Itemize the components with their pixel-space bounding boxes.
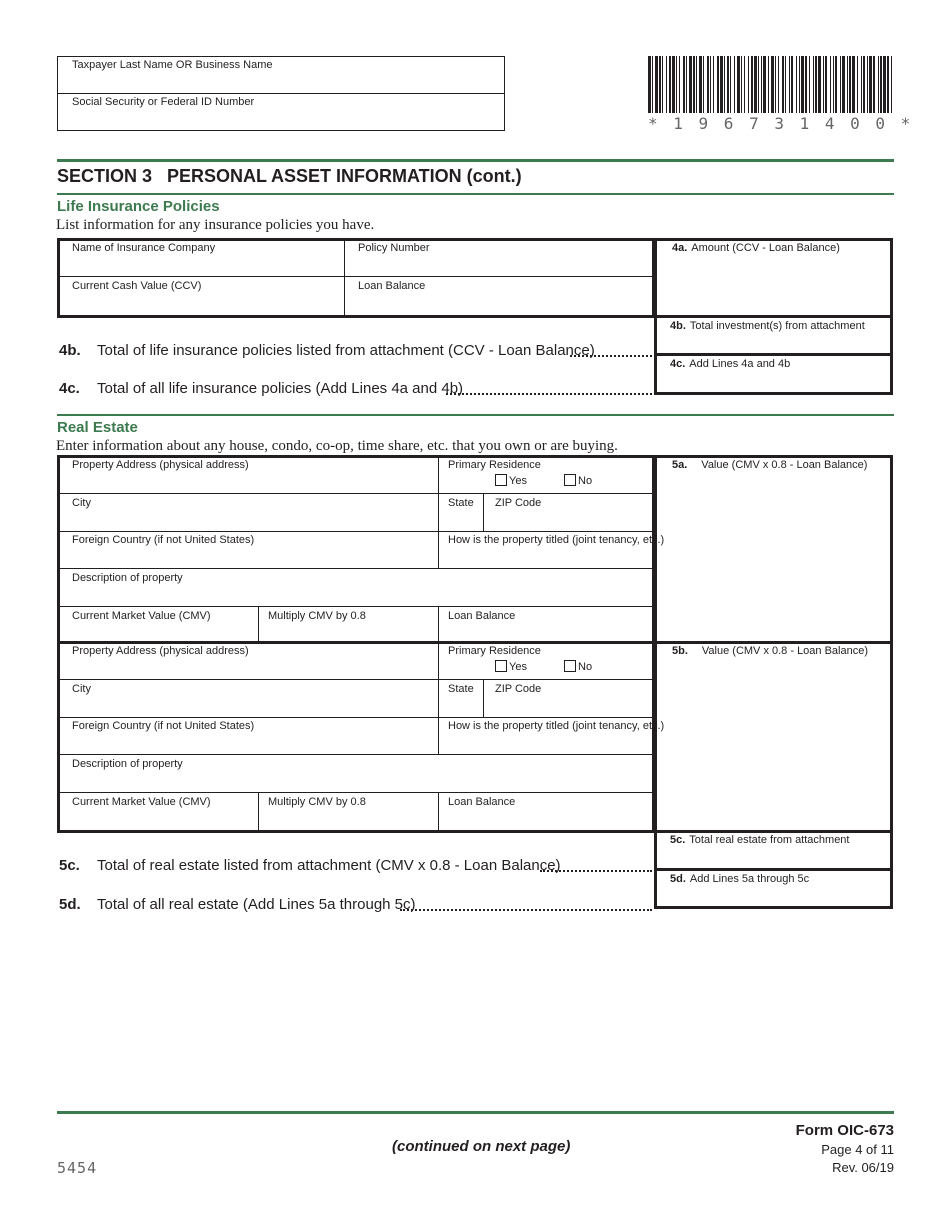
line-5c-number: 5c. xyxy=(59,857,80,874)
barcode-bar xyxy=(761,56,762,113)
barcode-bar xyxy=(734,56,735,113)
barcode-bar xyxy=(686,56,687,113)
barcode-bar xyxy=(883,56,886,113)
property-5b-zip-field[interactable] xyxy=(485,697,652,716)
insurance-loan-balance-field[interactable] xyxy=(346,294,652,314)
barcode-bar xyxy=(825,56,827,113)
barcode-bar xyxy=(763,56,766,113)
barcode-bar xyxy=(801,56,804,113)
barcode-bar xyxy=(857,56,858,113)
barcode-bar xyxy=(849,56,851,113)
insurance-company-field[interactable] xyxy=(61,256,343,275)
property-5b-city-field[interactable] xyxy=(61,697,437,716)
property-5a-row-3 xyxy=(57,568,655,569)
line-4a-text: Amount (CCV - Loan Balance) xyxy=(691,242,840,254)
barcode-bar xyxy=(813,56,814,113)
barcode-bar xyxy=(768,56,769,113)
barcode-bar xyxy=(867,56,868,113)
barcode-bar xyxy=(799,56,800,113)
barcode-bar xyxy=(652,56,653,113)
property-5b-yes-option[interactable] xyxy=(495,660,527,673)
property-5b-yes-label: Yes xyxy=(509,661,527,673)
barcode-bar xyxy=(655,56,658,113)
line-5b-label xyxy=(672,645,868,657)
section-title: PERSONAL ASSET INFORMATION (cont.) xyxy=(167,166,522,186)
property-5a-address-field[interactable] xyxy=(61,473,437,492)
taxpayer-name-label: Taxpayer Last Name OR Business Name xyxy=(72,59,273,71)
property-5a-col-main xyxy=(438,455,439,568)
barcode-bar xyxy=(809,56,810,113)
barcode-bar xyxy=(683,56,685,113)
line-4c-field[interactable] xyxy=(658,372,890,392)
barcode-bar xyxy=(847,56,848,113)
real-estate-rule xyxy=(57,414,894,416)
property-5b-col-cmv xyxy=(258,792,259,830)
line-5a-text: Value (CMV x 0.8 - Loan Balance) xyxy=(701,459,868,471)
property-5a-country-field[interactable] xyxy=(61,548,437,567)
property-5a-multiply-label: Multiply CMV by 0.8 xyxy=(268,610,366,622)
barcode-bar xyxy=(666,56,667,113)
barcode-bar xyxy=(754,56,757,113)
line-5d-leader xyxy=(400,909,652,911)
property-5a-city-label: City xyxy=(72,497,91,509)
property-5a-no-label: No xyxy=(578,475,593,487)
property-5b-titled-label: How is the property titled (joint tenancy, etc.) xyxy=(448,720,665,732)
line-5a-field[interactable] xyxy=(658,475,890,640)
page-number: Page 4 of 11 xyxy=(821,1142,894,1157)
property-5a-row-1 xyxy=(57,493,655,494)
property-5a-col-cmv xyxy=(258,606,259,644)
barcode xyxy=(648,56,892,113)
ssn-field[interactable] xyxy=(58,110,504,130)
barcode-bar xyxy=(840,56,841,113)
insurance-row-divider xyxy=(57,276,655,277)
insurance-col-divider xyxy=(344,238,345,318)
line-5c-text: Total of real estate listed from attachment (CMV x 0.8 - Loan Balance) xyxy=(97,857,561,874)
section-number: SECTION 3 xyxy=(57,166,153,186)
line-4c-number: 4c. xyxy=(59,380,80,397)
line-5c-leader xyxy=(540,870,652,872)
line-5d-text: Total of all real estate (Add Lines 5a through 5c) xyxy=(97,896,416,913)
barcode-bar xyxy=(724,56,725,113)
barcode-bar xyxy=(676,56,677,113)
insurance-company-label: Name of Insurance Company xyxy=(72,242,216,254)
property-5a-zip-field[interactable] xyxy=(485,511,652,530)
barcode-bar xyxy=(748,56,749,113)
line-4b-box-label xyxy=(670,320,865,332)
barcode-bar xyxy=(833,56,834,113)
line-5d-number: 5d. xyxy=(59,896,81,913)
barcode-bar xyxy=(679,56,680,113)
property-5a-country-label: Foreign Country (if not United States) xyxy=(72,534,255,546)
barcode-bar xyxy=(737,56,740,113)
property-5a-row-4 xyxy=(57,606,655,607)
line-5d-box-number: 5d. xyxy=(670,873,686,885)
barcode-bar xyxy=(852,56,855,113)
line-5d-field[interactable] xyxy=(658,887,890,906)
barcode-bar xyxy=(727,56,729,113)
barcode-bar xyxy=(703,56,704,113)
barcode-bar xyxy=(887,56,889,113)
property-5a-zip-label: ZIP Code xyxy=(495,497,542,509)
barcode-bar xyxy=(830,56,831,113)
revision: Rev. 06/19 xyxy=(832,1160,894,1175)
line-5c-box-number: 5c. xyxy=(670,834,686,846)
property-5b-multiply-field[interactable] xyxy=(260,810,437,828)
property-5a-address-label: Property Address (physical address) xyxy=(72,459,249,471)
barcode-bar xyxy=(693,56,695,113)
property-5b-row-3 xyxy=(57,754,655,755)
barcode-bar xyxy=(730,56,731,113)
property-5a-cmv-label: Current Market Value (CMV) xyxy=(72,610,211,622)
property-5b-country-field[interactable] xyxy=(61,734,437,753)
line-4b-text: Total of life insurance policies listed from attachment (CCV - Loan Balance) xyxy=(97,342,595,359)
barcode-bar xyxy=(880,56,882,113)
real-estate-heading: Real Estate xyxy=(57,419,138,436)
line-4b-4c-divider xyxy=(654,353,893,356)
line-4c-box-number: 4c. xyxy=(670,358,686,370)
property-5b-description-field[interactable] xyxy=(61,772,652,791)
property-5b-zip-label: ZIP Code xyxy=(495,683,542,695)
property-5b-city-label: City xyxy=(72,683,91,695)
line-4a-number: 4a. xyxy=(672,242,688,254)
barcode-bar xyxy=(778,56,779,113)
insurance-loan-balance-label: Loan Balance xyxy=(358,280,426,292)
form-id: Form OIC-673 xyxy=(795,1122,894,1139)
barcode-bar xyxy=(796,56,797,113)
barcode-bar xyxy=(805,56,807,113)
property-5a-loan-field[interactable] xyxy=(440,624,652,642)
ccv-label: Current Cash Value (CCV) xyxy=(72,280,202,292)
property-5a-state-label: State xyxy=(448,497,474,509)
property-5b-no-option[interactable] xyxy=(564,660,592,673)
property-5b-col-main xyxy=(438,641,439,754)
barcode-bar xyxy=(699,56,702,113)
line-5a-label xyxy=(672,459,867,471)
property-5a-loan-label: Loan Balance xyxy=(448,610,516,622)
property-5b-description-label: Description of property xyxy=(72,758,183,770)
barcode-bar xyxy=(878,56,879,113)
policy-number-label: Policy Number xyxy=(358,242,430,254)
barcode-bar xyxy=(689,56,692,113)
property-5b-col-state xyxy=(483,679,484,717)
taxpayer-name-field[interactable] xyxy=(58,72,504,92)
property-5a-row-2 xyxy=(57,531,655,532)
property-5a-titled-field[interactable] xyxy=(440,548,652,567)
barcode-bar xyxy=(707,56,709,113)
property-5b-row-1 xyxy=(57,679,655,680)
property-5a-yes-label: Yes xyxy=(509,475,527,487)
line-5c-field[interactable] xyxy=(658,849,890,867)
line-5b-text: Value (CMV x 0.8 - Loan Balance) xyxy=(701,645,869,657)
policy-number-field[interactable] xyxy=(346,256,652,275)
barcode-bar xyxy=(659,56,661,113)
barcode-bar xyxy=(863,56,865,113)
line-4c-leader xyxy=(446,393,652,395)
property-5a-state-field[interactable] xyxy=(440,511,482,530)
barcode-bar xyxy=(789,56,790,113)
barcode-bar xyxy=(861,56,862,113)
property-5a-multiply-field[interactable] xyxy=(260,624,437,642)
barcode-bar xyxy=(758,56,759,113)
ssn-label: Social Security or Federal ID Number xyxy=(72,96,255,108)
barcode-bar xyxy=(835,56,837,113)
line-4c-box-label xyxy=(670,358,790,370)
property-5b-no-checkbox[interactable] xyxy=(564,660,576,672)
barcode-bar xyxy=(696,56,697,113)
property-5b-cmv-field[interactable] xyxy=(61,810,257,828)
real-estate-instructions: Enter information about any house, condo, co-op, time share, etc. that you own or are buying. xyxy=(56,438,618,454)
line-5c-box-label xyxy=(670,834,849,846)
section-top-rule xyxy=(57,159,894,162)
property-5a-primary-label: Primary Residence xyxy=(448,459,541,471)
property-5a-cmv-field[interactable] xyxy=(61,624,257,642)
property-5b-no-label: No xyxy=(578,661,593,673)
barcode-bar xyxy=(775,56,776,113)
barcode-bar xyxy=(869,56,872,113)
life-insurance-instructions: List information for any insurance policies you have. xyxy=(56,217,375,233)
barcode-bar xyxy=(672,56,675,113)
barcode-bar xyxy=(662,56,663,113)
property-5b-row-2 xyxy=(57,717,655,718)
property-5a-yes-option[interactable] xyxy=(495,474,527,487)
footer-rule xyxy=(57,1111,894,1114)
property-5a-city-field[interactable] xyxy=(61,511,437,530)
line-4b-number: 4b. xyxy=(59,342,81,359)
property-5a-col-loan xyxy=(438,606,439,644)
line-5d-box-text: Add Lines 5a through 5c xyxy=(689,873,810,885)
barcode-bar xyxy=(751,56,753,113)
barcode-bar xyxy=(782,56,784,113)
continued-note: (continued on next page) xyxy=(392,1138,571,1155)
property-5a-titled-label: How is the property titled (joint tenancy, etc.) xyxy=(448,534,665,546)
line-4b-field[interactable] xyxy=(658,334,890,352)
barcode-bar xyxy=(791,56,793,113)
property-5a-yes-checkbox[interactable] xyxy=(495,474,507,486)
barcode-bar xyxy=(873,56,875,113)
property-5b-cmv-label: Current Market Value (CMV) xyxy=(72,796,211,808)
barcode-text: * 1 9 6 7 3 1 4 0 0 * xyxy=(648,114,914,133)
property-5a-col-state xyxy=(483,493,484,531)
line-5a-number: 5a. xyxy=(672,459,688,471)
line-4b-leader xyxy=(570,355,652,357)
barcode-bar xyxy=(717,56,719,113)
property-5b-loan-label: Loan Balance xyxy=(448,796,516,808)
barcode-bar xyxy=(823,56,824,113)
property-5b-address-field[interactable] xyxy=(61,659,437,678)
line-4c-box-text: Add Lines 4a and 4b xyxy=(689,358,791,370)
barcode-bar xyxy=(744,56,745,113)
barcode-bar xyxy=(669,56,671,113)
property-5a-no-option[interactable] xyxy=(564,474,592,487)
barcode-bar xyxy=(815,56,817,113)
form-code: 5454 xyxy=(57,1159,98,1177)
line-4a-field[interactable] xyxy=(658,258,890,314)
barcode-bar xyxy=(710,56,711,113)
property-5b-titled-field[interactable] xyxy=(440,734,652,753)
barcode-bar xyxy=(720,56,723,113)
section-bottom-rule xyxy=(57,193,894,195)
property-5b-state-field[interactable] xyxy=(440,697,482,716)
barcode-bar xyxy=(842,56,845,113)
property-5a-description-label: Description of property xyxy=(72,572,183,584)
line-5c-box-text: Total real estate from attachment xyxy=(689,834,850,846)
property-5b-primary-label: Primary Residence xyxy=(448,645,541,657)
barcode-bar xyxy=(741,56,742,113)
taxpayer-info-divider xyxy=(57,93,505,94)
property-5b-col-loan xyxy=(438,792,439,830)
property-5a-no-checkbox[interactable] xyxy=(564,474,576,486)
line-4c-text: Total of all life insurance policies (Add Lines 4a and 4b) xyxy=(97,380,464,397)
barcode-bar xyxy=(785,56,786,113)
property-5b-address-label: Property Address (physical address) xyxy=(72,645,249,657)
property-5b-multiply-label: Multiply CMV by 0.8 xyxy=(268,796,366,808)
barcode-bar xyxy=(891,56,892,113)
property-5b-loan-field[interactable] xyxy=(440,810,652,828)
life-insurance-heading: Life Insurance Policies xyxy=(57,198,220,215)
barcode-bar xyxy=(818,56,821,113)
ccv-field[interactable] xyxy=(61,294,343,314)
line-4a-label xyxy=(672,242,840,254)
property-5b-row-4 xyxy=(57,792,655,793)
barcode-bar xyxy=(771,56,774,113)
line-5b-number: 5b. xyxy=(672,645,688,657)
property-5b-state-label: State xyxy=(448,683,474,695)
line-4b-box-number: 4b. xyxy=(670,320,686,332)
line-4b-box-text: Total investment(s) from attachment xyxy=(689,320,865,332)
line-5d-box-label xyxy=(670,873,809,885)
property-5b-yes-checkbox[interactable] xyxy=(495,660,507,672)
property-5a-description-field[interactable] xyxy=(61,586,652,605)
barcode-bar xyxy=(713,56,714,113)
line-5c-5d-divider xyxy=(654,868,893,871)
line-5b-field[interactable] xyxy=(658,661,890,826)
property-5b-country-label: Foreign Country (if not United States) xyxy=(72,720,255,732)
barcode-bar xyxy=(648,56,651,113)
